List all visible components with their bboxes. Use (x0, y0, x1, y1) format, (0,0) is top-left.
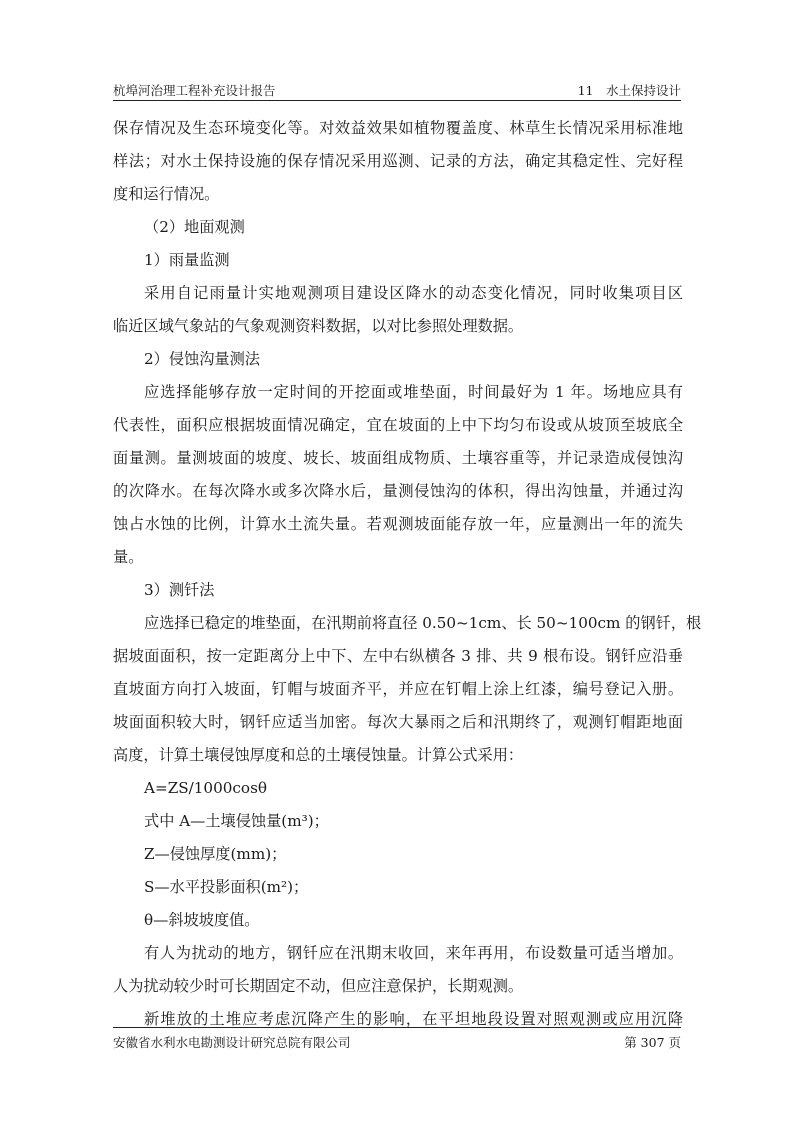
chapter-title: 11 水土保持设计 (577, 83, 681, 98)
formula-legend-line: θ—斜坡坡度值。 (144, 911, 260, 929)
text-line: 新堆放的土堆应考虑沉降产生的影响，在平坦地段设置对照观测或应用沉降 (144, 1010, 683, 1028)
formula: A=ZS/1000cosθ (144, 779, 268, 797)
text-line: 采用自记雨量计实地观测项目建设区降水的动态变化情况，同时收集项目区 (144, 284, 683, 302)
text-line: 蚀占水蚀的比例，计算水土流失量。若观测坡面能存放一年，应量测出一年的流失 (113, 515, 683, 533)
body-text (113, 112, 702, 1036)
subsection-heading: 2）侵蚀沟量测法 (144, 350, 260, 368)
text-line: 应选择已稳定的堆垫面，在汛期前将直径 0.50~1cm、长 50~100cm 的钢钎，根 (144, 614, 702, 632)
formula-legend-line: Z—侵蚀厚度(mm)； (144, 845, 287, 863)
subsection-heading: 1）雨量监测 (144, 251, 230, 269)
text-line: 高度，计算土壤侵蚀厚度和总的土壤侵蚀量。计算公式采用： (113, 746, 524, 764)
company-name: 安徽省水利水电勘测设计研究总院有限公司 (113, 1035, 351, 1050)
text-line: 人为扰动较少时可长期固定不动，但应注意保护，长期观测。 (113, 977, 524, 995)
subsection-heading: 3）测钎法 (144, 581, 215, 599)
text-line: 直坡面方向打入坡面，钉帽与坡面齐平，并应在钉帽上涂上红漆，编号登记入册。 (113, 680, 683, 698)
text-line: 代表性，面积应根据坡面情况确定，宜在坡面的上中下均匀布设或从坡顶至坡底全 (113, 416, 683, 434)
text-line: 量。 (113, 548, 144, 566)
text-line: 度和运行情况。 (113, 185, 220, 203)
formula-legend-line: S—水平投影面积(m²)； (144, 878, 309, 896)
text-line: 应选择能够存放一定时间的开挖面或堆垫面，时间最好为 1 年。场地应具有 (144, 383, 683, 401)
text-line: 的次降水。在每次降水或多次降水后，量测侵蚀沟的体积，得出沟蚀量，并通过沟 (113, 482, 683, 500)
text-line: 有人为扰动的地方，钢钎应在汛期末收回，来年再用，布设数量可适当增加。 (144, 944, 683, 962)
formula-legend-line: 式中 A—土壤侵蚀量(m³)； (144, 812, 329, 830)
section-heading: （2）地面观测 (144, 218, 245, 236)
page-footer (113, 1027, 681, 1052)
report-title: 杭埠河治理工程补充设计报告 (113, 83, 276, 98)
text-line: 保存情况及生态环境变化等。对效益效果如植物覆盖度、林草生长情况采用标准地 (113, 119, 683, 137)
text-line: 据坡面面积，按一定距离分上中下、左中右纵横各 3 排、共 9 根布设。钢钎应沿垂 (113, 647, 683, 665)
text-line: 坡面面积较大时，钢钎应适当加密。每次大暴雨之后和汛期终了，观测钉帽距地面 (113, 713, 683, 731)
page-number: 第 307 页 (624, 1035, 681, 1050)
page-header (113, 78, 681, 101)
text-line: 样法；对水土保持设施的保存情况采用巡测、记录的方法，确定其稳定性、完好程 (113, 152, 683, 170)
text-line: 面量测。量测坡面的坡度、坡长、坡面组成物质、土壤容重等，并记录造成侵蚀沟 (113, 449, 683, 467)
text-line: 临近区域气象站的气象观测资料数据，以对比参照处理数据。 (113, 317, 524, 335)
